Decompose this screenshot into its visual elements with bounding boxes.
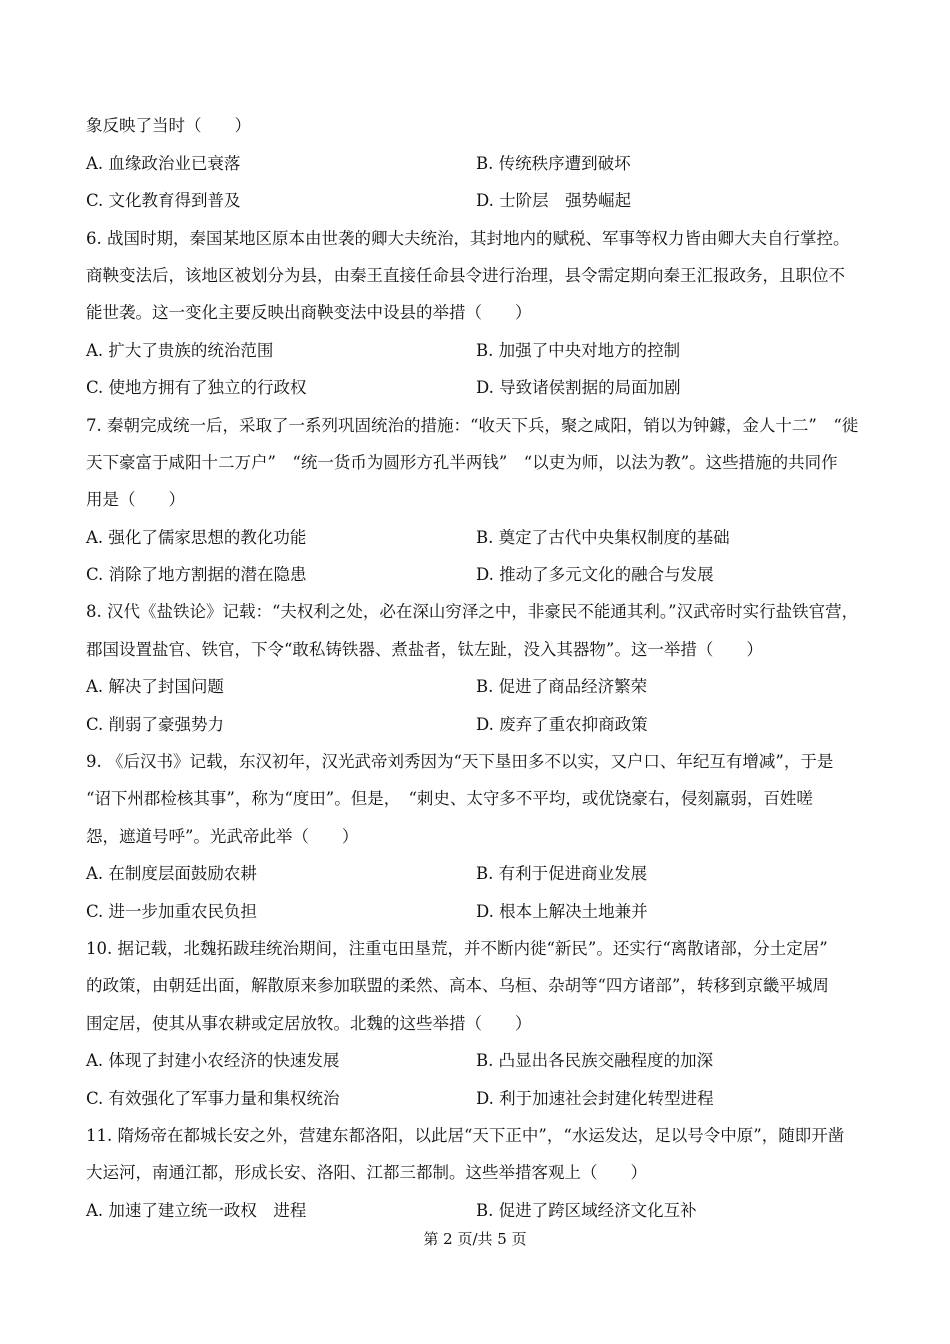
q8-option-b: B. 促进了商品经济繁荣 (476, 677, 648, 696)
q9-stem-line-2: “诏下州郡检核其事”，称为“度田”。但是， “刺史、太守多不平均，或优饶豪右，侵刻羸弱，百姓嗟 (86, 789, 813, 808)
q9-option-b: B. 有利于促进商业发展 (476, 864, 648, 883)
q5-option-d: D. 士阶层 强势崛起 (476, 191, 632, 210)
q9-stem-line-1: 9. 《后汉书》记载，东汉初年，汉光武帝刘秀因为“天下垦田多不以实，又户口、年纪互有增减”，于是 (86, 752, 834, 771)
q10-option-c: C. 有效强化了军事力量和集权统治 (86, 1089, 340, 1108)
q7-stem-line-3: 用是（ ） (86, 490, 185, 509)
q7-option-b: B. 奠定了古代中央集权制度的基础 (476, 528, 730, 547)
q10-option-a: A. 体现了封建小农经济的快速发展 (86, 1051, 340, 1070)
q8-stem-line-2: 郡国设置盐官、铁官，下令“敢私铸铁器、煮盐者，钛左趾，没入其器物”。这一举措（ ） (86, 640, 763, 659)
q8-option-d: D. 废弃了重农抑商政策 (476, 715, 648, 734)
q10-option-d: D. 利于加速社会封建化转型进程 (476, 1089, 714, 1108)
q10-stem-line-3: 围定居，使其从事农耕或定居放牧。北魏的这些举措（ ） (86, 1014, 532, 1033)
q11-option-a: A. 加速了建立统一政权 进程 (86, 1201, 307, 1220)
q10-option-b: B. 凸显出各民族交融程度的加深 (476, 1051, 714, 1070)
q9-stem-line-3: 怨，遮道号呼”。光武帝此举（ ） (86, 827, 359, 846)
q5-option-c: C. 文化教育得到普及 (86, 191, 241, 210)
q5-option-a: A. 血缘政治业已衰落 (86, 154, 241, 173)
q11-stem-line-1: 11. 隋炀帝在都城长安之外，营建东都洛阳，以此居“天下正中”，“水运发达，足以号令中原”，随即开凿 (86, 1126, 845, 1145)
q8-option-c: C. 削弱了豪强势力 (86, 715, 225, 734)
page-number-footer: 第 2 页/共 5 页 (423, 1230, 527, 1248)
q8-option-a: A. 解决了封国问题 (86, 677, 224, 696)
q11-stem-line-2: 大运河，南通江都，形成长安、洛阳、江都三都制。这些举措客观上（ ） (86, 1163, 647, 1182)
q11-option-b: B. 促进了跨区域经济文化互补 (476, 1201, 697, 1220)
q7-option-c: C. 消除了地方割据的潜在隐患 (86, 565, 307, 584)
q6-option-d: D. 导致诸侯割据的局面加剧 (476, 378, 681, 397)
q6-stem-line-3: 能世袭。这一变化主要反映出商鞅变法中设县的举措（ ） (86, 303, 532, 322)
q10-stem-line-2: 的政策，由朝廷出面，解散原来参加联盟的柔然、高本、乌桓、杂胡等“四方诸部”，转移到京畿平城周 (86, 976, 829, 995)
q6-option-a: A. 扩大了贵族的统治范围 (86, 341, 274, 360)
q7-option-d: D. 推动了多元文化的融合与发展 (476, 565, 714, 584)
q7-stem-line-1: 7. 秦朝完成统一后，采取了一系列巩固统治的措施：“收天下兵，聚之咸阳，销以为钟鐻，金人十二” “徙 (86, 416, 859, 435)
q7-stem-line-2: 天下豪富于咸阳十二万户” “统一货币为圆形方孔半两钱” “以吏为师，以法为教”。这些措施的共同作 (86, 453, 838, 472)
q10-stem-line-1: 10. 据记载，北魏拓跋珪统治期间，注重屯田垦荒，并不断内徙“新民”。还实行“离散诸部，分土定居” (86, 939, 828, 958)
q9-option-a: A. 在制度层面鼓励农耕 (86, 864, 257, 883)
q5-stem-tail: 象反映了当时（ ） (86, 116, 251, 135)
q5-option-b: B. 传统秩序遭到破坏 (476, 154, 631, 173)
q9-option-d: D. 根本上解决土地兼并 (476, 902, 648, 921)
q6-option-c: C. 使地方拥有了独立的行政权 (86, 378, 307, 397)
q7-option-a: A. 强化了儒家思想的教化功能 (86, 528, 307, 547)
q6-option-b: B. 加强了中央对地方的控制 (476, 341, 681, 360)
q8-stem-line-1: 8. 汉代《盐铁论》记载：“夫权利之处，必在深山穷泽之中，非豪民不能通其利。”汉武帝时实行盐铁官营， (86, 602, 859, 621)
q6-stem-line-1: 6. 战国时期，秦国某地区原本由世袭的卿大夫统治，其封地内的赋税、军事等权力皆由卿大夫自行掌控。 (86, 229, 850, 248)
q9-option-c: C. 进一步加重农民负担 (86, 902, 258, 921)
q6-stem-line-2: 商鞅变法后，该地区被划分为县，由秦王直接任命县令进行治理，县令需定期向秦王汇报政务，且职位不 (86, 266, 845, 285)
